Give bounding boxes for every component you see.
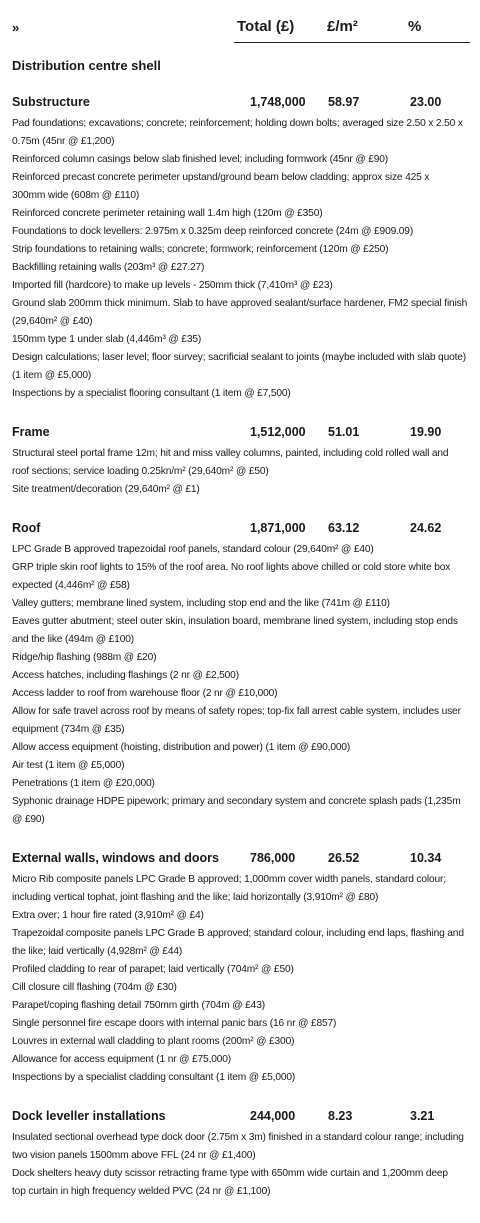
line-item-text: Access ladder to roof from warehouse floor (2 nr @ £10,000)	[12, 688, 278, 699]
cost-section	[12, 95, 472, 403]
line-item-text: Structural steel portal frame 12m; hit and miss valley columns, painted, including cold rolled wall and	[12, 448, 449, 459]
line-item-text: Backfilling retaining walls (203m³ @ £27.27)	[12, 262, 205, 273]
line-item-text: Extra over; 1 hour fire rated (3,910m² @ £4)	[12, 910, 204, 921]
line-item-text: equipment (734m @ £35)	[12, 724, 125, 735]
cost-section	[12, 425, 472, 499]
line-item-text: Insulated sectional overhead type dock door (2.75m x 3m) finished in a standard colour range; including	[12, 1132, 464, 1143]
line-item-text: Ridge/hip flashing (988m @ £20)	[12, 652, 157, 663]
line-item-text: the like; laid vertically (4,928m² @ £44)	[12, 946, 183, 957]
line-item-text: Profiled cladding to rear of parapet; laid vertically (704m² @ £50)	[12, 964, 294, 975]
cost-breakdown	[12, 95, 472, 1223]
column-header	[0, 18, 480, 42]
line-item-text: Penetrations (1 item @ £20,000)	[12, 778, 155, 789]
section-total: 1,748,000	[250, 95, 306, 109]
line-item-text: expected (4,446m² @ £58)	[12, 580, 130, 591]
line-item-text: Syphonic drainage HDPE pipework; primary and secondary system and concrete splash pads (1,235m @ £90)	[12, 796, 461, 825]
line-item-text: (29,640m² @ £40)	[12, 316, 93, 327]
line-item-text: 150mm type 1 under slab (4,446m³ @ £35)	[12, 334, 202, 345]
line-item-text: Inspections by a specialist cladding consultant (1 item @ £5,000)	[12, 1072, 296, 1083]
section-header	[12, 425, 472, 445]
line-item-text: Reinforced precast concrete perimeter upstand/ground beam below cladding; approx size 425 x	[12, 172, 430, 183]
page-title: Distribution centre shell	[12, 58, 161, 73]
line-item-text: Inspections by a specialist flooring consultant (1 item @ £7,500)	[12, 388, 291, 399]
section-per-m2: 51.01	[328, 425, 360, 439]
section-name: Substructure	[12, 95, 90, 109]
line-item-text: Site treatment/decoration (29,640m² @ £1)	[12, 484, 200, 495]
line-item-text: Reinforced concrete perimeter retaining wall 1.4m high (120m @ £350)	[12, 208, 323, 219]
section-per-m2: 58.97	[328, 95, 360, 109]
line-item-text: and the like (494m @ £100)	[12, 634, 134, 645]
line-item-text: Pad foundations; excavations; concrete; reinforcement; holding down bolts; averaged size 2.50 x 2.50 x	[12, 118, 463, 129]
line-item-text: 300mm wide (608m @ £110)	[12, 190, 140, 201]
line-item-text: Ground slab 200mm thick minimum. Slab to have approved sealant/surface hardener, FM2 special finish	[12, 298, 468, 309]
line-item-text: Micro Rib composite panels LPC Grade B approved; 1,000mm cover width panels, standard colour;	[12, 874, 446, 885]
section-percent: 19.90	[410, 425, 442, 439]
line-item-text: Foundations to dock levellers: 2.975m x 0.325m deep reinforced concrete (24m @ £909.09)	[12, 226, 414, 237]
section-name: External walls, windows and doors	[12, 851, 219, 865]
line-item-text: Louvres in external wall cladding to plant rooms (200m² @ £300)	[12, 1036, 295, 1047]
line-item-text: Trapezoidal composite panels LPC Grade B approved; standard colour, including end laps, flashing and	[12, 928, 464, 939]
section-header	[12, 521, 472, 541]
section-total: 1,871,000	[250, 521, 306, 535]
column-per-m2-header: £/m²	[327, 18, 358, 35]
line-item-text: Reinforced column casings below slab finished level; including formwork (45nr @ £90)	[12, 154, 388, 165]
section-percent: 3.21	[410, 1109, 435, 1123]
line-item-text: Strip foundations to retaining walls; concrete; formwork; reinforcement (120m @ £250)	[12, 244, 389, 255]
line-item-text: Design calculations; laser level; floor survey; sacrificial sealant to joints (maybe included with slab quote)	[12, 352, 467, 363]
line-item-text: (1 item @ £5,000)	[12, 370, 92, 381]
line-item-text: Allowance for access equipment (1 nr @ £75,000)	[12, 1054, 232, 1065]
section-percent: 24.62	[410, 521, 442, 535]
section-total: 1,512,000	[250, 425, 306, 439]
line-item-text: Single personnel fire escape doors with internal panic bars (16 nr @ £857)	[12, 1018, 337, 1029]
column-percent-header: %	[408, 18, 422, 35]
line-item-text: Allow access equipment (hoisting, distribution and power) (1 item @ £90,000)	[12, 742, 351, 753]
line-item-text: GRP triple skin roof lights to 15% of the roof area. No roof lights above chilled or cold store white box	[12, 562, 451, 573]
line-item-text: Allow for safe travel across roof by means of safety ropes; top-fix fall arrest cable system, includes user	[12, 706, 461, 717]
section-total: 244,000	[250, 1109, 296, 1123]
line-item-text: including vertical tophat, joint flashing and the like; laid horizontally (3,910m² @ £80)	[12, 892, 379, 903]
line-item-text: LPC Grade B approved trapezoidal roof panels, standard colour (29,640m² @ £40)	[12, 544, 374, 555]
section-name: Roof	[12, 521, 41, 535]
cost-section	[12, 521, 472, 829]
section-header	[12, 851, 472, 871]
cost-section	[12, 851, 472, 1087]
cost-section	[12, 1109, 472, 1201]
line-item-text: top curtain in high frequency welded PVC (24 nr @ £1,100)	[12, 1186, 271, 1197]
line-item-text: two vision panels 1500mm above FFL (24 nr @ £1,400)	[12, 1150, 256, 1161]
line-item-text: Parapet/coping flashing detail 750mm girth (704m @ £43)	[12, 1000, 265, 1011]
line-item-text: roof sections; service loading 0.25kn/m² (29,640m² @ £50)	[12, 466, 269, 477]
line-item-text: Cill closure cill flashing (704m @ £30)	[12, 982, 177, 993]
section-percent: 23.00	[410, 95, 442, 109]
header-divider	[234, 42, 470, 43]
line-item-text: Valley gutters; membrane lined system, including stop end and the like (741m @ £110)	[12, 598, 390, 609]
section-header	[12, 1109, 472, 1129]
line-item-text: 0.75m (45nr @ £1,200)	[12, 136, 115, 147]
section-per-m2: 63.12	[328, 521, 360, 535]
section-percent: 10.34	[410, 851, 442, 865]
line-item-text: Eaves gutter abutment; steel outer skin, insulation board, membrane lined system, including stop ends	[12, 616, 458, 627]
line-item-text: Imported fill (hardcore) to make up levels - 250mm thick (7,410m³ @ £23)	[12, 280, 333, 291]
section-per-m2: 8.23	[328, 1109, 353, 1123]
section-name: Frame	[12, 425, 50, 439]
section-total: 786,000	[250, 851, 296, 865]
line-item-text: Dock shelters heavy duty scissor retracting frame type with 650mm wide curtain and 1,200mm deep	[12, 1168, 448, 1179]
line-item-text: Air test (1 item @ £5,000)	[12, 760, 125, 771]
section-per-m2: 26.52	[328, 851, 360, 865]
section-name: Dock leveller installations	[12, 1109, 166, 1123]
expand-chevron-icon[interactable]: »	[12, 20, 20, 35]
section-header	[12, 95, 472, 115]
column-total-header: Total (£)	[237, 18, 295, 35]
line-item-text: Access hatches, including flashings (2 nr @ £2,500)	[12, 670, 239, 681]
